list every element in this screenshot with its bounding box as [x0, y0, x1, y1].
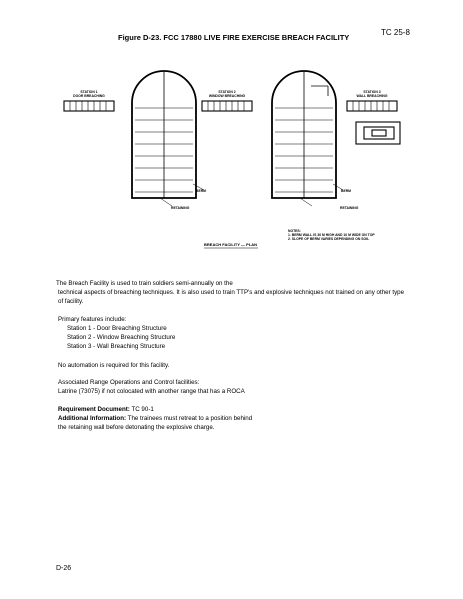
additional-info-label: Additional Information:: [58, 415, 127, 422]
intro-line-3: of facility.: [58, 298, 84, 305]
intro-line-1: The Breach Facility is used to train soldiers semi-annually on the: [56, 280, 233, 287]
feature-item: Station 2 - Window Breaching Structure: [67, 334, 176, 341]
requirement-label: Requirement Document:: [58, 406, 130, 413]
retaining-label-right: RETAINING: [340, 206, 359, 210]
requirement-value: TC 90-1: [129, 406, 154, 413]
additional-information: [58, 415, 252, 423]
station-1-structure: [64, 101, 114, 111]
associated-heading: Associated Range Operations and Control facilities:: [58, 379, 200, 386]
diagram-notes: NOTES: 1. BERM WALL IS 30 M HIGH AND 10 M WIDE ON TOP 2. SLOPE OF BERM VARIES DEPENDING ON SOIL: [288, 229, 375, 241]
document-id: TC 25-8: [381, 28, 410, 37]
retaining-label-left: RETAINING: [171, 206, 190, 210]
station-2-label: STATION 2 WINDOW BREACHING: [208, 90, 246, 98]
feature-item: Station 1 - Door Breaching Structure: [67, 325, 167, 332]
features-heading: Primary features include:: [58, 316, 127, 323]
berm-label-left: BERM: [196, 189, 206, 193]
associated-value: Latrine (73075) if not colocated with another range that has a ROCA: [58, 388, 245, 395]
berm-arch-right: [272, 71, 343, 206]
berm-label-right: BERM: [341, 189, 351, 193]
intro-line-2: technical aspects of breaching techniques. It is also used to train TTP's and explosive techniques not trained on any other type: [58, 289, 405, 296]
berm-arch-left: [132, 71, 204, 206]
station-2-structure: [202, 101, 252, 111]
requirement-document: [58, 406, 154, 414]
page-number: D-26: [56, 565, 72, 572]
figure-title: Figure D-23. FCC 17880 LIVE FIRE EXERCISE BREACH FACILITY: [118, 33, 350, 42]
additional-info-line-2: the retaining wall before detonating the explosive charge.: [58, 424, 215, 431]
feature-item: Station 3 - Wall Breaching Structure: [67, 343, 166, 350]
automation-note: No automation is required for this facility.: [58, 362, 170, 369]
breach-facility-diagram: [0, 0, 463, 260]
additional-info-value: The trainees must retreat to a position behind: [126, 415, 253, 422]
station-3-label: STATION 3 WALL BREACHING: [356, 90, 388, 98]
plan-caption: BREACH FACILITY — PLAN: [204, 242, 258, 247]
station-3-structure: [347, 101, 400, 144]
station-1-label: STATION 1 DOOR BREACHING: [73, 90, 105, 98]
